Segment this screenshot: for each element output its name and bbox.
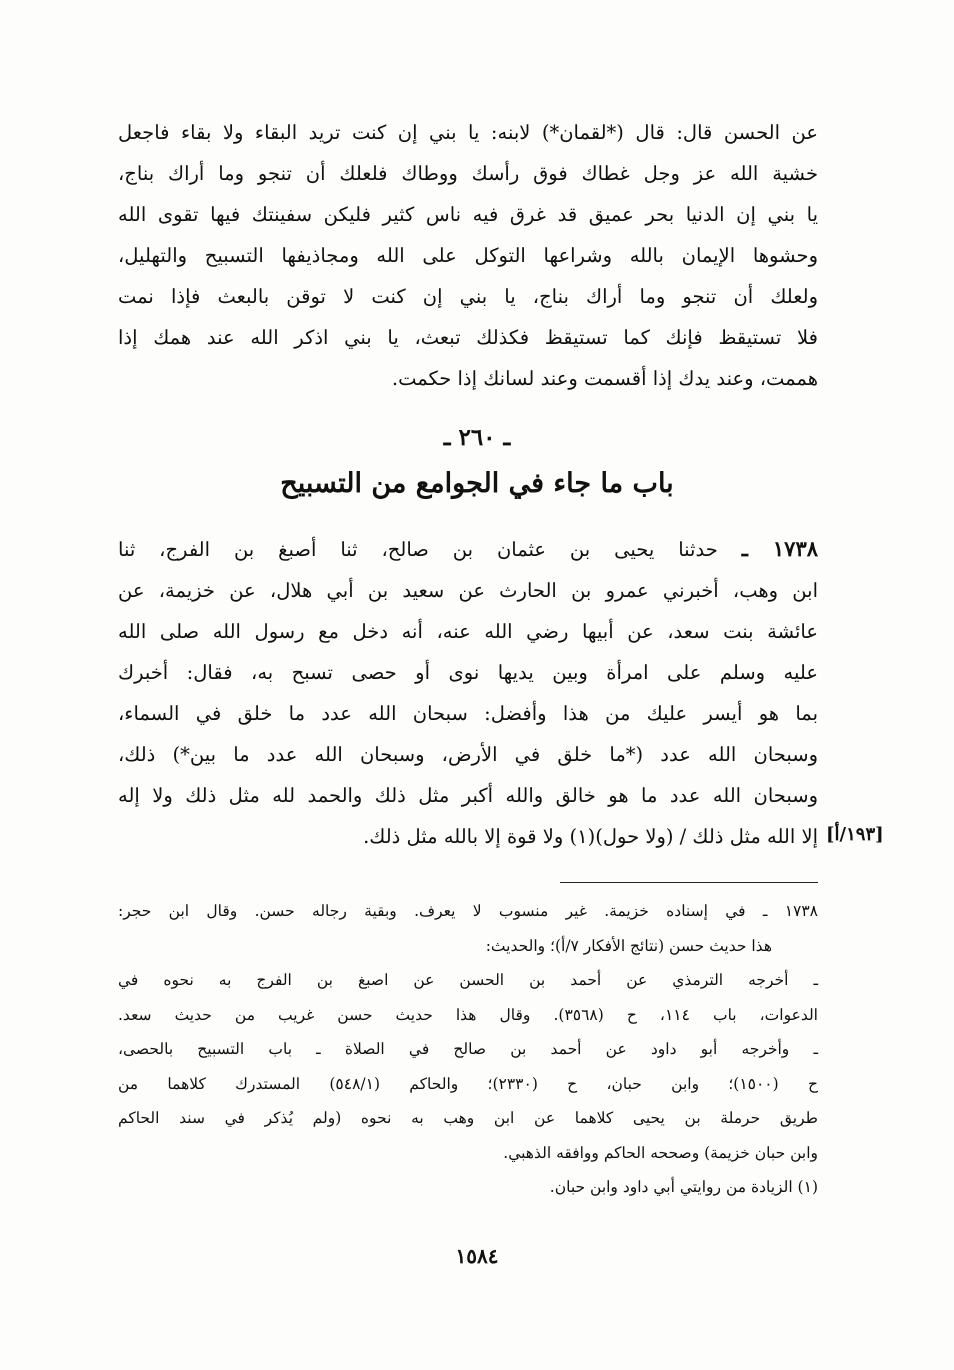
text-line: وسبحان الله عدد ما هو خالق والله أكبر مثل ذلك والحمد لله مثل ذلك ولا إله xyxy=(118,784,818,807)
footnote-line: وابن حبان خزيمة) وصححه الحاكم ووافقه الذهبي. xyxy=(503,1143,818,1162)
text-line: عن الحسن قال: قال (*لقمان*) لابنه: يا بني إن كنت تريد البقاء ولا بقاء فاجعل xyxy=(118,121,818,144)
footnote-line: ح (١٥٠٠)؛ وابن حبان، ح (٢٣٣٠)؛ والحاكم (٥٤٨/١) المستدرك كلاهما من xyxy=(118,1074,818,1093)
hadith-paragraph xyxy=(118,528,818,857)
footnote-divider xyxy=(560,882,818,883)
footnote-line: ـ وأخرجه أبو داود عن أحمد بن صالح في الصلاة ـ باب التسبيح بالحصى، xyxy=(118,1040,818,1058)
text-line: عليه وسلم على امرأة وبين يديها نوى أو حصى تسبح به، فقال: أخبرك xyxy=(118,661,818,684)
intro-paragraph xyxy=(118,112,818,399)
text-line: إلا الله مثل ذلك / (ولا حول)(١) ولا قوة إلا بالله مثل ذلك. xyxy=(363,825,818,848)
text-line: وحشوها الإيمان بالله وشراعها التوكل على الله ومجاذيفها التسبيح والتهليل، xyxy=(118,244,818,267)
footnote-line: ١٧٣٨ ـ في إسناده خزيمة. غير منسوب لا يعرف. وبقية رجاله حسن. وقال ابن حجر: xyxy=(118,902,818,920)
hadith-number: ١٧٣٨ ـ xyxy=(741,536,819,561)
text-line: عائشة بنت سعد، عن أبيها رضي الله عنه، أنه دخل مع رسول الله صلى الله xyxy=(118,620,818,643)
text-line: خشية الله عز وجل غطاك فوق رأسك ووطاك فلعلك أن تنجو وما أراك بناج، xyxy=(118,162,818,185)
manuscript-folio-reference: [١٩٣/أ] xyxy=(826,824,884,845)
footnote-line: (١) الزيادة من روايتي أبي داود وابن حبان. xyxy=(549,1178,818,1196)
text-line: ولعلك أن تنجو وما أراك بناج، يا بني إن كنت لا توقن بالبعث فإذا نمت xyxy=(118,285,818,308)
footnote-line: ـ أخرجه الترمذي عن أحمد بن الحسن عن اصبغ بن الفرج به نحوه في xyxy=(118,971,818,989)
text-line: وسبحان الله عدد (*ما خلق في الأرض، وسبحان الله عدد ما بين*) ذلك، xyxy=(118,743,818,766)
footnotes xyxy=(118,894,818,1205)
hadith-first-line xyxy=(118,528,818,570)
section-title: باب ما جاء في الجوامع من التسبيح xyxy=(280,468,674,499)
hadith-first-line-text: حدثنا يحيى بن عثمان بن صالح، ثنا أصبغ بن الفرج، ثنا xyxy=(118,538,718,561)
page-number: ١٥٨٤ xyxy=(455,1244,499,1268)
text-line: يا بني إن الدنيا بحر عميق قد غرق فيه ناس كثير فليكن سفينتك فيها تقوى الله xyxy=(118,203,818,226)
footnote-line: طريق حرملة بن يحيى كلاهما عن ابن وهب به نحوه (ولم يُذكر في سند الحاكم xyxy=(118,1109,818,1127)
section-number: ـ ٢٦٠ ـ xyxy=(443,424,511,451)
text-line: ابن وهب، أخبرني عمرو بن الحارث عن سعيد بن أبي هلال، عن خزيمة، عن xyxy=(118,579,818,602)
text-line: فلا تستيقظ فإنك كما تستيقظ فكذلك تبعث، يا بني اذكر الله عند همك إذا xyxy=(118,326,818,349)
text-line: بما هو أيسر عليك من هذا وأفضل: سبحان الله عدد ما خلق في السماء، xyxy=(118,702,818,725)
footnote-line: الدعوات، باب ١١٤، ح (٣٥٦٨). وقال هذا حديث حسن غريب من حديث سعد. xyxy=(118,1005,818,1024)
footnote-line: هذا حديث حسن (نتائج الأفكار ٧/أ)؛ والحديث: xyxy=(485,936,772,955)
text-line: هممت، وعند يدك إذا أقسمت وعند لسانك إذا حكمت. xyxy=(391,367,818,390)
